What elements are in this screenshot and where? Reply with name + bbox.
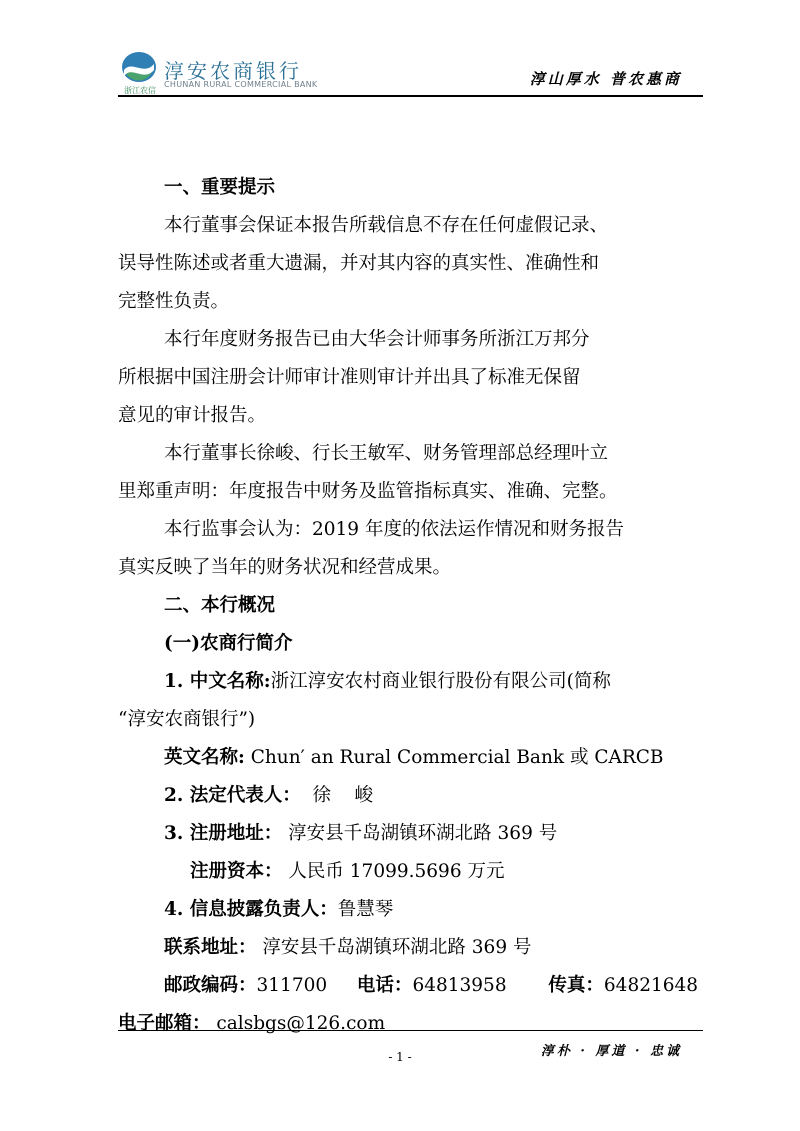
email-label: 电子邮箱：: [118, 1013, 211, 1034]
paragraph-line: 误导性陈述或者重大遗漏，并对其内容的真实性、准确性和: [118, 253, 600, 274]
bank-logo-icon: [118, 48, 160, 90]
legal-rep-value: 徐 峻: [300, 785, 374, 806]
footer-slogan: 淳朴 · 厚道 · 忠诚: [540, 1044, 682, 1059]
paragraph-line: 里郑重声明：年度报告中财务及监管指标真实、准确、完整。: [118, 481, 618, 502]
phone-label: 电话：: [356, 975, 413, 996]
bank-name-en: CHUNAN RURAL COMMERCIAL BANK: [164, 80, 318, 89]
page-header: [0, 0, 800, 100]
address-value: 淳安县千岛湖镇环湖北路 369 号: [282, 823, 558, 844]
contact-row: [164, 936, 531, 960]
legal-rep-label: 2. 法定代表人：: [164, 785, 301, 806]
disclosure-value: 鲁慧琴: [337, 899, 394, 920]
paragraph-line: 完整性负责。: [118, 291, 230, 312]
email-value: calsbgs@126.com: [210, 1013, 386, 1034]
paragraph-line: 所根据中国注册会计师审计准则审计并出具了标准无保留: [118, 367, 581, 388]
paragraph-line: 真实反映了当年的财务状况和经营成果。: [118, 557, 452, 578]
address-label: 3. 注册地址：: [164, 823, 283, 844]
paragraph-line: 本行董事长徐峻、行长王敏军、财务管理部总经理叶立: [164, 443, 609, 464]
cn-name-value: 浙江淳安农村商业银行股份有限公司(简称: [270, 671, 611, 692]
address-row: [164, 822, 557, 846]
section-heading-important: 一、重要提示: [164, 177, 276, 198]
en-name-value: Chun′ an Rural Commercial Bank 或 CARCB: [244, 747, 664, 768]
disclosure-label: 4. 信息披露负责人：: [164, 899, 338, 920]
logo-caption: 浙江农信: [124, 86, 156, 95]
contact-value: 淳安县千岛湖镇环湖北路 369 号: [256, 937, 532, 958]
subsection-heading: (一)农商行简介: [164, 633, 293, 654]
cn-name-continued: “淳安农商银行”): [118, 709, 256, 730]
header-slogan: 淳山厚水 普农惠商: [529, 70, 682, 88]
postcode-label: 邮政编码：: [164, 975, 257, 996]
section-heading-overview: 二、本行概况: [164, 595, 276, 616]
paragraph-line: 本行董事会保证本报告所载信息不存在任何虚假记录、: [164, 215, 609, 236]
cn-name-row: [164, 670, 611, 694]
capital-label: 注册资本：: [190, 861, 283, 882]
bank-name-cn: 淳安农商银行: [164, 59, 302, 83]
header-divider: [118, 95, 703, 97]
footer-divider: [118, 1030, 703, 1031]
email-row: [118, 1012, 385, 1036]
fax-value: 64821648: [603, 975, 699, 996]
cn-name-label: 1. 中文名称:: [164, 671, 271, 692]
disclosure-row: [164, 898, 393, 922]
en-name-label: 英文名称:: [164, 747, 245, 768]
phone-value: 64813958: [412, 975, 507, 996]
paragraph-line: 本行年度财务报告已由大华会计师事务所浙江万邦分: [164, 329, 590, 350]
capital-value: 人民币 17099.5696 万元: [282, 861, 505, 882]
contact-label: 联系地址：: [164, 937, 257, 958]
postcode-phone-fax-row: [164, 974, 698, 998]
fax-label: 传真：: [548, 975, 604, 996]
paragraph-line: 本行监事会认为：2019 年度的依法运作情况和财务报告: [164, 519, 624, 540]
paragraph-line: 意见的审计报告。: [118, 405, 267, 426]
en-name-row: [164, 746, 664, 770]
capital-row: [190, 860, 504, 884]
postcode-value: 311700: [256, 975, 328, 996]
legal-rep-row: [164, 784, 373, 808]
page-number: - 1 -: [388, 1050, 412, 1064]
